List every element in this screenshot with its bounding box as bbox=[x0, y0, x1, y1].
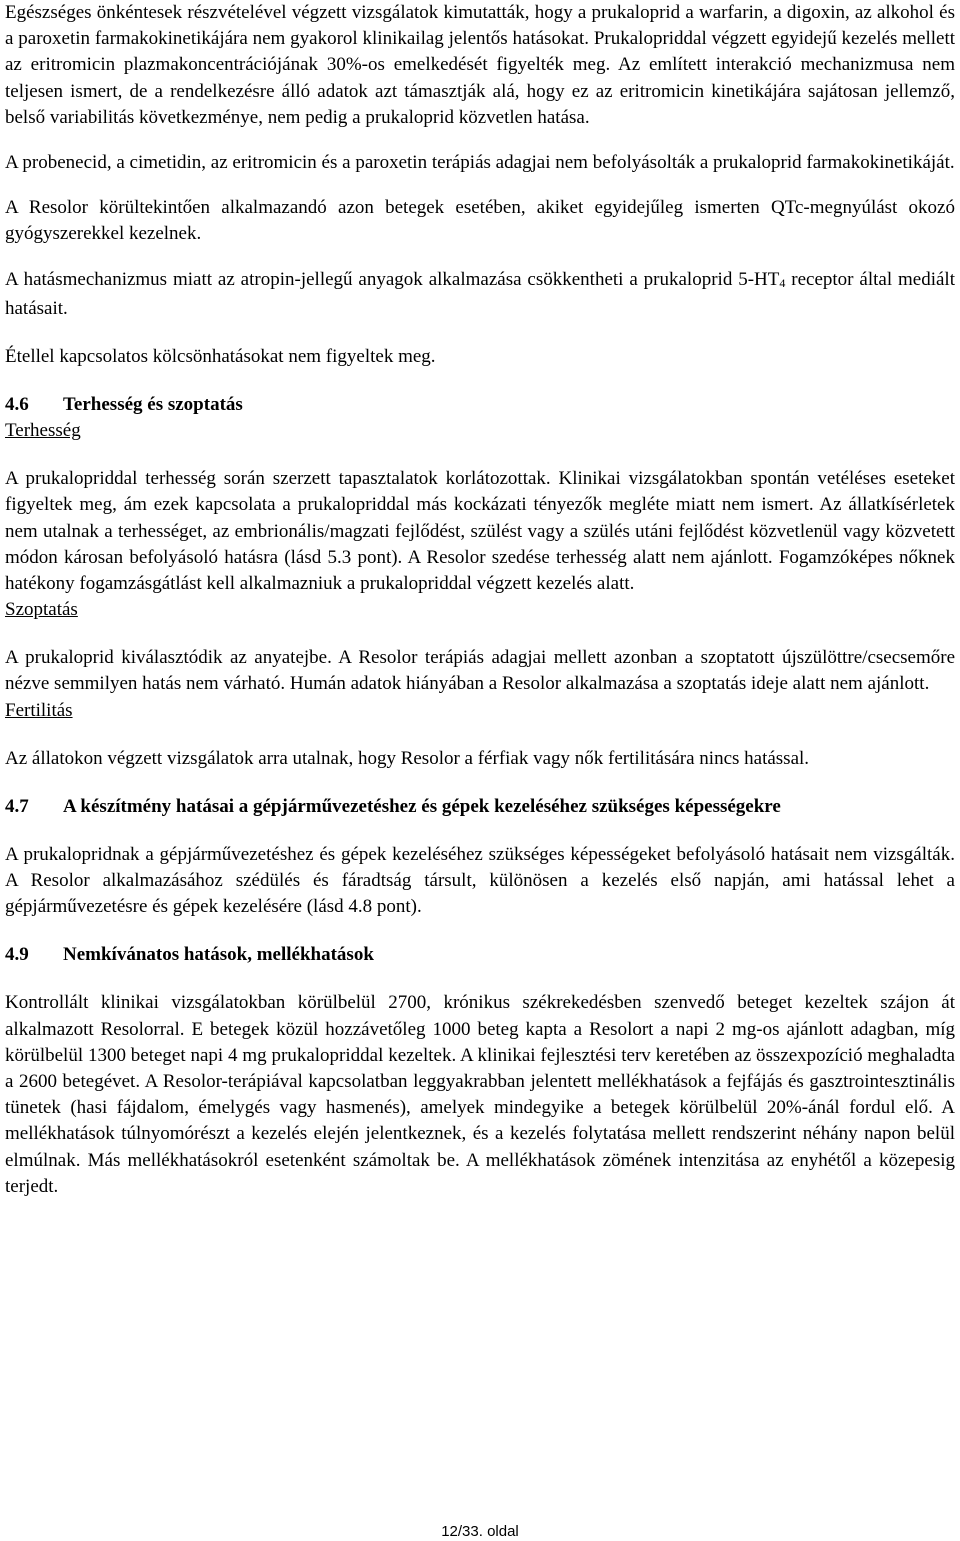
section-number: 4.7 bbox=[5, 795, 29, 817]
subheading-breastfeeding: Szoptatás bbox=[5, 599, 78, 621]
section-number: 4.9 bbox=[5, 944, 29, 966]
subheading-pregnancy: Terhesség bbox=[5, 420, 81, 442]
section-heading-4-6 bbox=[5, 392, 955, 418]
adverse-effects-paragraph: Kontrollált klinikai vizsgálatokban körülbelül 2700, krónikus székrekedésben szenvedő beteget kezeltek szájon át alkalmazott Resolorral. E betegek közül hozzávetőleg 1000 beteg kapta a Resolort a napi 2 mg-os ajánlott adagban, míg körülbelül 1300 beteget napi 4 mg prukalopriddal kezeltek. A klinikai fejlesztési terv keretében az összexpozíció meghaladta a 2600 betegévet. A Resolor-terápiával kapcsolatban leggyakrabban jelentett mellékhatások a fejfájás és gasztrointesztinális tünetek (hasi fájdalom, émelygés vagy hasmenés), amelyek mindegyike a betegek körülbelül 20%-ánál fordul elő. A mellékhatások túlnyomórészt a kezelés elején jelentkeznek, és a kezelés folytatása mellett rendszerint néhány napon belül elmúlnak. Más mellékhatásokról esetenként számoltak be. A mellékhatások zömének intenzitása az enyhétől a közepesig terjedt. bbox=[5, 992, 955, 1197]
section-number: 4.6 bbox=[5, 394, 29, 416]
subheading-fertility: Fertilitás bbox=[5, 699, 73, 721]
section-title: Terhesség és szoptatás bbox=[63, 394, 243, 416]
interaction-paragraph: Egészséges önkéntesek részvételével végzett vizsgálatok kimutatták, hogy a prukaloprid a warfarin, a digoxin, az alkohol és a paroxetin farmakokinetikájára nem gyakorol klinikailag jelentős hatásokat. Prukalopriddal végzett egyidejű kezelés mellett az eritromicin plazmakoncentrációjának 30%-os emelkedését figyelték meg. Az említett interakció mechanizmusa nem teljesen ismert, de a rendelkezésre álló adatok azt támasztják alá, hogy ez az eritromicin kinetikájára sajátosan jellemző, belső variabilitás következménye, nem pedig a prukaloprid közvetlen hatása. bbox=[5, 2, 955, 128]
section-heading-4-7 bbox=[5, 794, 955, 820]
food-paragraph: Étellel kapcsolatos kölcsönhatásokat nem figyeltek meg. bbox=[5, 346, 436, 368]
document-page bbox=[5, 0, 955, 1200]
atropine-paragraph bbox=[5, 267, 955, 322]
pregnancy-paragraph: A prukalopriddal terhesség során szerzett tapasztalatok korlátozottak. Klinikai vizsgálatokban spontán vetéléses eseteket figyeltek meg, ám ezek kapcsolata a prukalopriddal más kockázati tényezők megléte miatt nem ismert. Az állatkísérletek nem utalnak a terhességet, az embrionális/magzati fejlődést, szülést vagy a szülés utáni fejlődést közvetlenül vagy közvetett módon károsan befolyásoló hatásra (lásd 5.3 pont). A Resolor szedése terhesség alatt nem ajánlott. Fogamzóképes nőknek hatékony fogamzásgátlást kell alkalmazniuk a prukalopriddal végzett kezelés alatt. bbox=[5, 468, 955, 595]
section-heading-4-9 bbox=[5, 942, 955, 968]
section-title: Nemkívánatos hatások, mellékhatások bbox=[63, 944, 374, 966]
section-title: A készítmény hatásai a gépjárművezetéshez és gépek kezeléséhez szükséges képességekre bbox=[63, 795, 781, 817]
breastfeeding-paragraph: A prukaloprid kiválasztódik az anyatejbe. A Resolor terápiás adagjai mellett azonban a szoptatott újszülöttre/csecsemőre nézve semmilyen hatás nem várható. Humán adatok hiányában a Resolor alkalmazása a szoptatás ideje alatt nem ajánlott. bbox=[5, 647, 955, 695]
qtc-paragraph: A Resolor körültekintően alkalmazandó azon betegek esetében, akiket egyidejűleg ismerten QTc-megnyúlást okozó gyógyszerekkel kezelnek. bbox=[5, 197, 955, 245]
fertility-paragraph: Az állatokon végzett vizsgálatok arra utalnak, hogy Resolor a férfiak vagy nők fertilitására nincs hatással. bbox=[5, 747, 810, 769]
driving-paragraph: A prukalopridnak a gépjárművezetéshez és gépek kezeléséhez szükséges képességeket befolyásoló hatásait nem vizsgálták. A Resolor alkalmazásához szédülés és fáradtság társult, különösen a kezelés első napján, ami hatással lehet a gépjárművezetésre és gépek kezelésére (lásd 4.8 pont). bbox=[5, 843, 955, 918]
page-number: 12/33. oldal bbox=[441, 1523, 519, 1540]
receptor-subscript: 4 bbox=[779, 275, 786, 290]
atropine-text: A hatásmechanizmus miatt az atropin-jellegű anyagok alkalmazása csökkentheti a prukaloprid 5-HT bbox=[5, 268, 780, 290]
probenecid-paragraph: A probenecid, a cimetidin, az eritromicin és a paroxetin terápiás adagjai nem befolyásolták a prukaloprid farmakokinetikáját. bbox=[5, 152, 955, 174]
atropine-text-end: receptor által mediált hatásait. bbox=[5, 268, 955, 319]
